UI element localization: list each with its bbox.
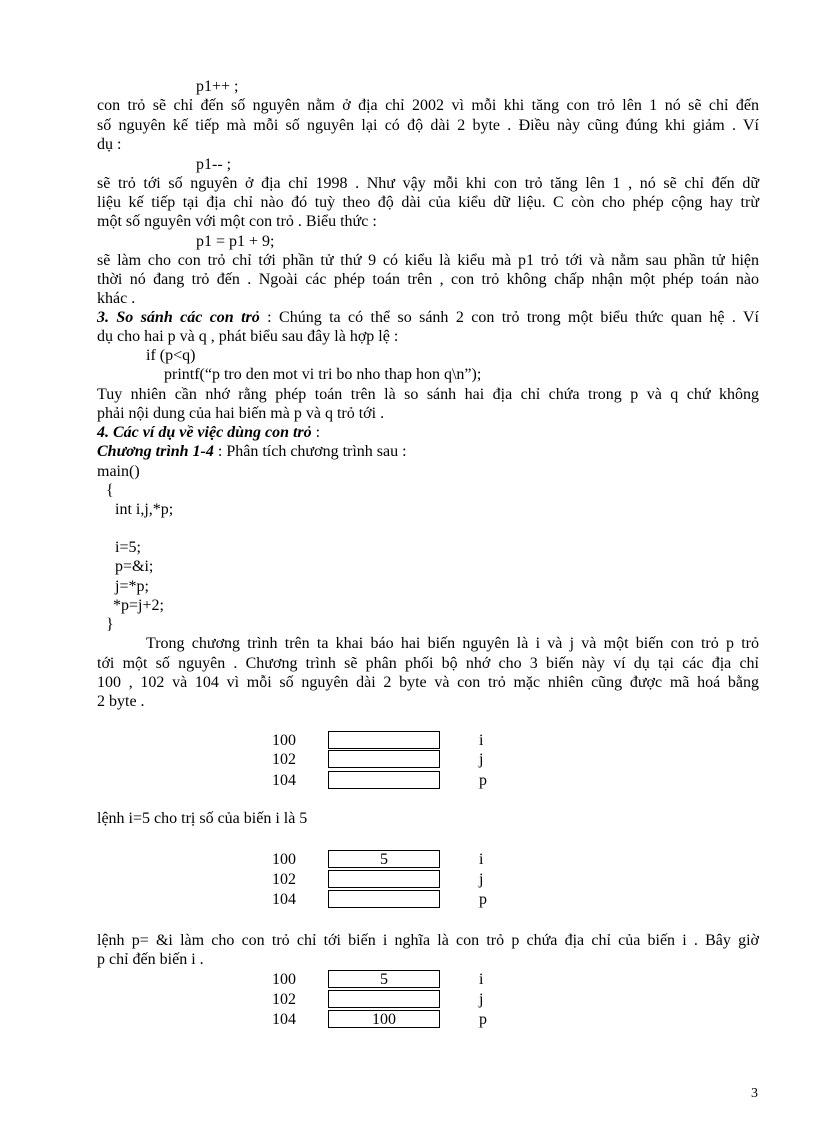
variable-name: i — [479, 732, 484, 749]
paragraph-line: Trong chương trình trên ta khai báo hai biến nguyên là i và j và một biến con trỏ p trỏ — [146, 635, 759, 652]
code-line: p1-- ; — [196, 156, 232, 173]
program-heading-line — [97, 442, 407, 461]
memory-cell: 100 — [328, 1010, 440, 1028]
paragraph-text: : Phân tích chương trình sau : — [213, 443, 407, 460]
memory-cell — [328, 731, 440, 749]
variable-name: p — [479, 1011, 487, 1028]
paragraph-line: dụ cho hai p và q , phát biểu sau đây là hợp lệ : — [97, 328, 399, 345]
paragraph-line: lệnh p= &i làm cho con trỏ chỉ tới biến i nghĩa là con trỏ p chứa địa chỉ của biến i . Bây giờ — [97, 932, 759, 949]
code-line: if (p<q) — [146, 347, 196, 364]
page-number: 3 — [751, 1086, 758, 1101]
memory-cell — [328, 771, 440, 789]
paragraph-line: lệnh i=5 cho trị số của biến i là 5 — [97, 810, 308, 827]
variable-name: i — [479, 851, 484, 868]
paragraph-line: số nguyên kế tiếp mà mỗi số nguyên lại có độ dài 2 byte . Điều này cũng đúng khi giảm . Ví — [97, 117, 759, 134]
paragraph-line: p chỉ đến biến i . — [97, 951, 204, 968]
code-line: *p=j+2; — [113, 597, 164, 614]
paragraph-line: sẽ trỏ tới số nguyên ở địa chỉ 1998 . Như vậy mỗi khi con trỏ tăng lên 1 , nó sẽ chỉ đến dữ — [97, 175, 759, 192]
address-label: 102 — [272, 751, 296, 768]
variable-name: p — [479, 772, 487, 789]
address-label: 102 — [272, 871, 296, 888]
paragraph-line: 2 byte . — [97, 693, 145, 710]
memory-cell — [328, 990, 440, 1008]
memory-cell — [328, 870, 440, 888]
paragraph-line: một số nguyên với một con trỏ . Biểu thức : — [97, 213, 377, 230]
code-line: i=5; — [115, 539, 141, 556]
paragraph-text: : Chúng ta có thể so sánh 2 con trỏ trong một biểu thức quan hệ . Ví — [259, 309, 759, 326]
paragraph-line: 100 , 102 và 104 vì mỗi số nguyên dài 2 byte và con trỏ mặc nhiên cũng được mã hoá bằng — [97, 674, 759, 691]
address-label: 104 — [272, 891, 296, 908]
address-label: 100 — [272, 851, 296, 868]
paragraph-line: con trỏ sẽ chỉ đến số nguyên nằm ở địa chỉ 2002 vì mỗi khi tăng con trỏ lên 1 nó sẽ chỉ đến — [97, 97, 759, 114]
code-line: } — [106, 616, 114, 633]
address-label: 104 — [272, 1011, 296, 1028]
variable-name: j — [479, 871, 484, 888]
paragraph-line: liệu kế tiếp tại địa chỉ nào đó tuỳ theo độ dài của kiểu dữ liệu. C còn cho phép cộng hay trừ — [97, 194, 759, 211]
memory-cell: 5 — [328, 850, 440, 868]
program-title: Chương trình 1-4 — [97, 443, 214, 460]
code-line: { — [106, 482, 114, 499]
code-line: p1++ ; — [196, 78, 239, 95]
section-heading-line — [97, 423, 320, 442]
code-line: main() — [97, 463, 140, 480]
section-heading: 4. Các ví dụ về việc dùng con trỏ — [97, 424, 312, 441]
code-line: p1 = p1 + 9; — [196, 233, 275, 250]
address-label: 100 — [272, 732, 296, 749]
code-line: printf(“p tro den mot vi tri bo nho thap hon q\n”); — [164, 366, 482, 383]
section-heading-line — [97, 308, 759, 327]
code-line: j=*p; — [115, 578, 149, 595]
section-heading: 3. So sánh các con trỏ — [97, 309, 260, 326]
paragraph-line: thời nó đang trỏ đến . Ngoài các phép toán trên , con trỏ không chấp nhận một phép toán nào — [97, 271, 759, 288]
paragraph-text: : — [311, 424, 321, 441]
address-label: 104 — [272, 772, 296, 789]
variable-name: j — [479, 991, 484, 1008]
memory-cell — [328, 890, 440, 908]
variable-name: p — [479, 891, 487, 908]
memory-cell — [328, 750, 440, 768]
variable-name: i — [479, 971, 484, 988]
memory-cell: 5 — [328, 970, 440, 988]
address-label: 100 — [272, 971, 296, 988]
paragraph-line: sẽ làm cho con trỏ chỉ tới phần tử thứ 9 có kiểu là kiểu mà p1 trỏ tới và nằm sau phần tử hiện — [97, 252, 759, 269]
paragraph-line: tới một số nguyên . Chương trình sẽ phân phối bộ nhớ cho 3 biến này ví dụ tại các địa chỉ — [97, 655, 759, 672]
variable-name: j — [479, 751, 484, 768]
paragraph-line: khác . — [97, 290, 136, 307]
paragraph-line: phải nội dung của hai biến mà p và q trỏ tới . — [97, 405, 385, 422]
code-line: int i,j,*p; — [115, 501, 174, 518]
address-label: 102 — [272, 991, 296, 1008]
code-line: p=&i; — [115, 558, 154, 575]
paragraph-line: dụ : — [97, 136, 122, 153]
paragraph-line: Tuy nhiên cần nhớ rằng phép toán trên là so sánh hai địa chỉ chứa trong p và q chứ không — [97, 386, 759, 403]
